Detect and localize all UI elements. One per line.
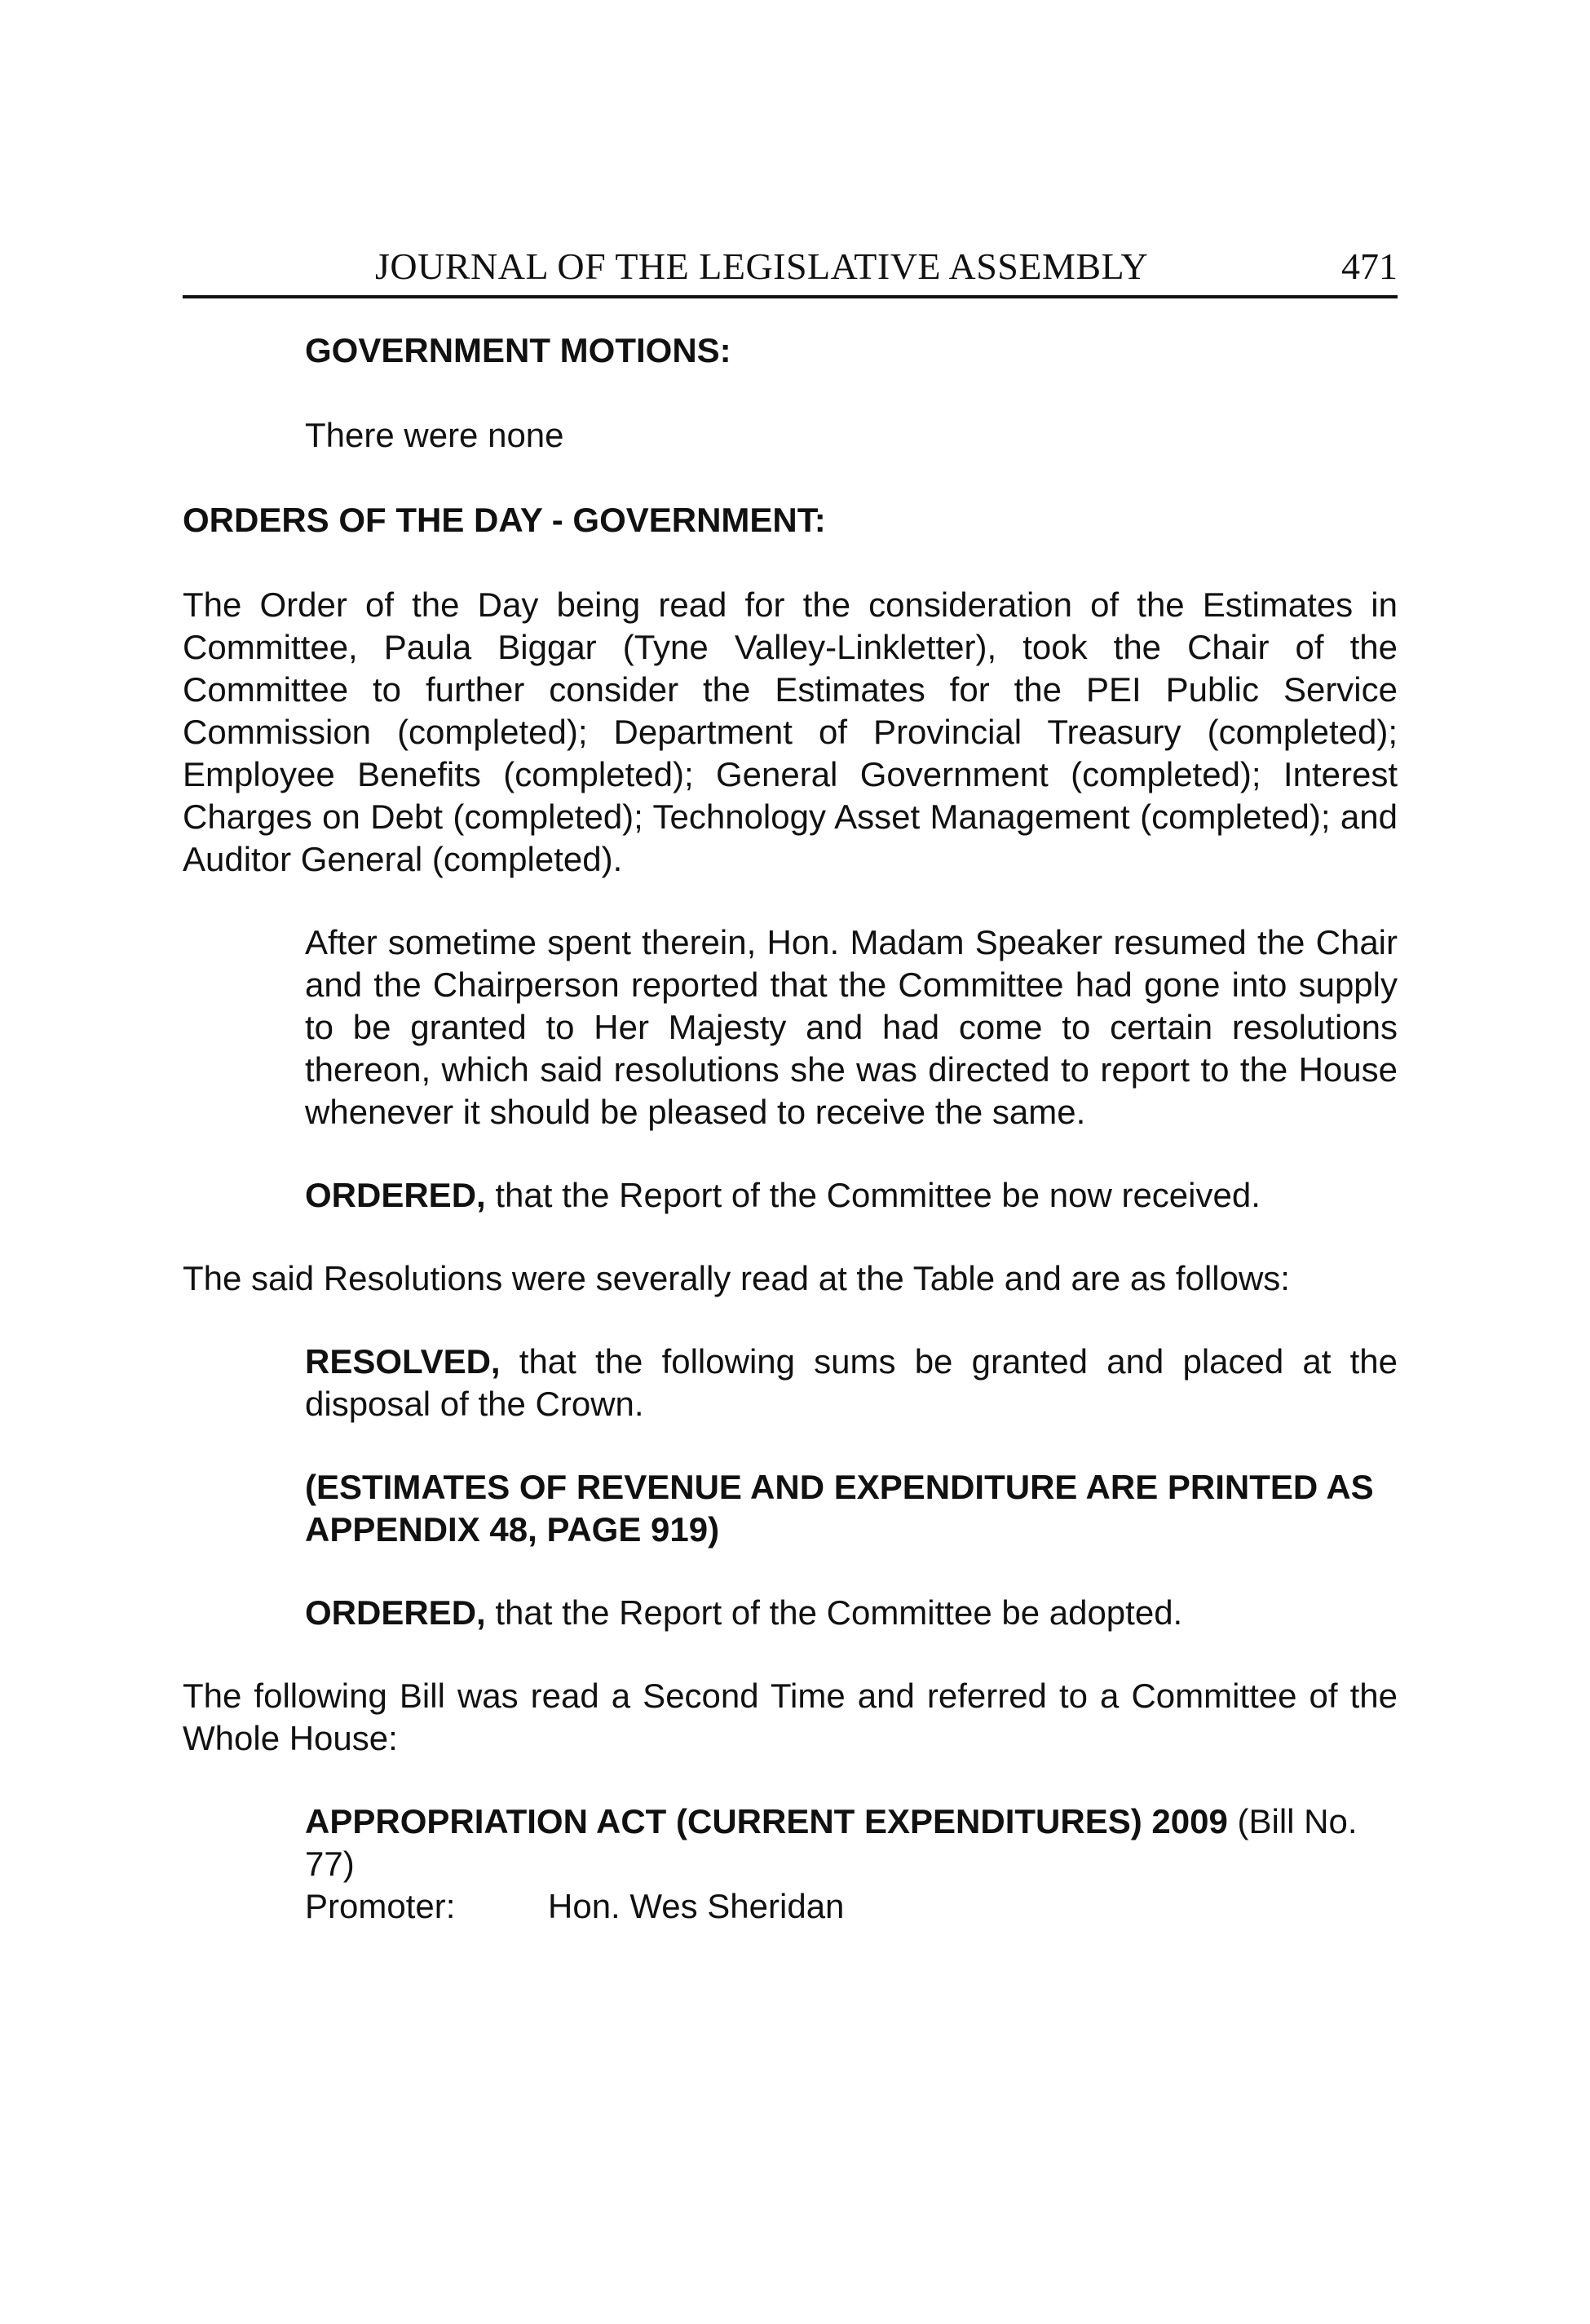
- orders-intro-paragraph: The Order of the Day being read for the consideration of the Estimates in Committee, Paula Biggar (Tyne Valley-Linkletter), took the Chair of the Committee to further consider the Estimates for the PEI Public Service Commission (completed); Department of Provincial Treasury (completed); Employee Benefits (completed); General Government (completed); Interest Charges on Debt (completed); Technology Asset Management (completed); and Auditor General (completed).: [183, 585, 1398, 878]
- page-header: [183, 245, 1398, 298]
- resolved-text: that the following sums be granted and placed at the disposal of the Crown.: [305, 1342, 1398, 1423]
- resolutions-read-paragraph: The said Resolutions were severally read at the Table and are as follows:: [183, 1259, 1290, 1297]
- ordered-received-paragraph: [305, 1174, 1398, 1217]
- second-reading-paragraph: The following Bill was read a Second Time and referred to a Committee of the Whole House:: [183, 1677, 1398, 1757]
- orders-of-the-day-heading: ORDERS OF THE DAY - GOVERNMENT:: [183, 501, 826, 539]
- government-motions-text: There were none: [305, 416, 564, 454]
- estimates-appendix-note: (ESTIMATES OF REVENUE AND EXPENDITURE ARE PRINTED AS APPENDIX 48, PAGE 919): [305, 1468, 1374, 1549]
- committee-report-paragraph: After sometime spent therein, Hon. Madam Speaker resumed the Chair and the Chairperson reported that the Committee had gone into supply to be granted to Her Majesty and had come to certain resolutions thereon, which said resolutions she was directed to report to the House whenever it should be pleased to receive the same.: [305, 923, 1398, 1131]
- bill-promoter-row: [305, 1885, 1398, 1928]
- government-motions-heading: GOVERNMENT MOTIONS:: [305, 331, 731, 369]
- bill-number: (Bill No. 77): [305, 1802, 1358, 1883]
- journal-title: JOURNAL OF THE LEGISLATIVE ASSEMBLY: [375, 245, 1149, 287]
- bill-title: APPROPRIATION ACT (CURRENT EXPENDITURES) 2009: [305, 1802, 1228, 1840]
- journal-body: [183, 329, 1398, 1928]
- resolved-paragraph: [305, 1341, 1398, 1425]
- bill-title-paragraph: [305, 1800, 1398, 1885]
- ordered-adopted-text: that the Report of the Committee be adopted.: [485, 1593, 1183, 1632]
- ordered-keyword: ORDERED,: [305, 1176, 486, 1214]
- resolved-keyword: RESOLVED,: [305, 1342, 501, 1381]
- promoter-label: Promoter:: [305, 1887, 456, 1925]
- ordered-received-text: that the Report of the Committee be now received.: [485, 1176, 1261, 1214]
- ordered-keyword: ORDERED,: [305, 1593, 486, 1632]
- page-number: 471: [1341, 245, 1398, 287]
- ordered-adopted-paragraph: [305, 1592, 1398, 1634]
- promoter-name: Hon. Wes Sheridan: [548, 1887, 845, 1925]
